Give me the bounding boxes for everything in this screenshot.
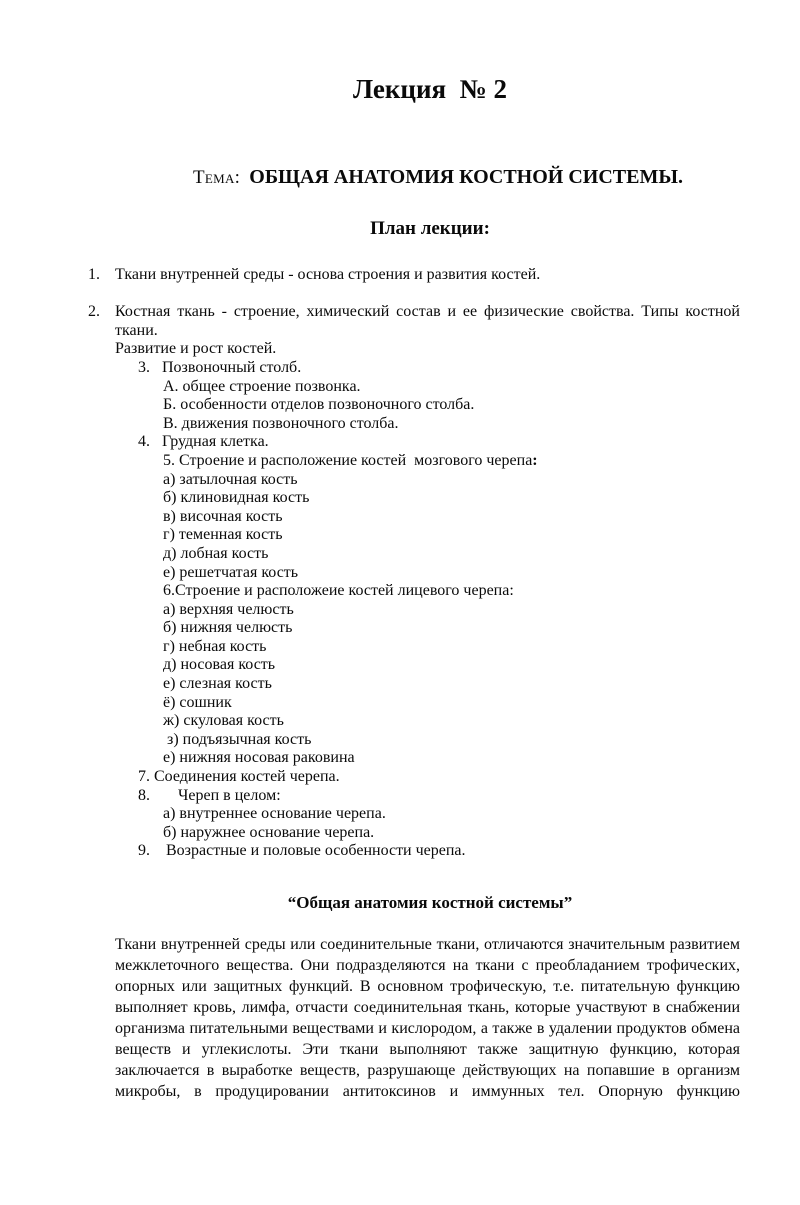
paragraph-line: выполняет кровь, лимфа, отчасти соединительная ткань, которые участвуют в снабжении [115, 999, 740, 1016]
plan-line [163, 545, 740, 564]
plan-line-text: г) теменная кость [163, 526, 283, 544]
paragraph-line: веществ и углекислоты. Эти ткани выполняют также защитную функцию, которая [115, 1041, 740, 1058]
plan-line [163, 582, 740, 601]
paragraph-line: организма питательными веществами и кислородом, а также в удалении продуктов обмена [115, 1020, 740, 1037]
plan-line [163, 601, 740, 620]
plan-line [163, 712, 740, 731]
plan-line-text: Костная ткань - строение, химический состав и ее физические свойства. Типы костной [115, 303, 740, 321]
plan-line-text: а) внутреннее основание черепа. [163, 805, 386, 823]
paragraph-line: опорных или защитных функций. В основном трофическую, т.е. питательную функцию [115, 978, 740, 995]
paragraph-line: микробы, в продуцировании антитоксинов и иммунных тел. Опорную функцию [115, 1083, 740, 1100]
paragraph-line: Ткани внутренней среды или соединительные ткани, отличаются значительным развитием [115, 936, 740, 953]
plan-line-text: е) решетчатая кость [163, 563, 299, 581]
page-title: Лекция № 2 [352, 74, 508, 104]
plan-line [163, 749, 740, 768]
plan-line [163, 471, 740, 490]
plan-line [163, 378, 740, 397]
plan-line-text: 3. Позвоночный столб. [138, 358, 302, 376]
plan-line-text: ж) скуловая кость [163, 712, 284, 730]
plan-line [163, 489, 740, 508]
plan-line-text: Развитие и рост костей. [115, 340, 277, 358]
plan-line [163, 508, 740, 527]
plan-line [163, 619, 740, 638]
plan-line-text: ткани. [115, 321, 158, 339]
plan-line [163, 415, 740, 434]
theme-title: ОБЩАЯ АНАТОМИЯ КОСТНОЙ СИСТЕМЫ. [249, 166, 683, 188]
plan-line [163, 805, 740, 824]
plan-line-text: 9. Возрастные и половые особенности черепа. [138, 842, 466, 860]
plan-line-marker: 1. [88, 266, 100, 283]
plan-line-text: В. движения позвоночного столба. [163, 414, 399, 432]
theme-label: Тема: [192, 167, 241, 188]
plan-line [138, 842, 740, 861]
plan-line-text: з) подъязычная кость [163, 730, 312, 748]
body-paragraph [115, 934, 740, 1102]
lecture-plan [0, 266, 740, 861]
plan-line [163, 452, 740, 471]
plan-line [163, 656, 740, 675]
plan-line-text: д) лобная кость [163, 544, 269, 562]
plan-line-text: Б. особенности отделов позвоночного столба. [163, 396, 475, 414]
plan-line [88, 266, 740, 285]
plan-line-text: Ткани внутренней среды - основа строения и развития костей. [115, 266, 541, 283]
plan-line [88, 303, 740, 322]
plan-line-bold-tail: : [532, 451, 538, 469]
plan-line-text: б) наружнее основание черепа. [163, 823, 375, 841]
plan-line [163, 396, 740, 415]
plan-line-text: а) верхняя челюсть [163, 600, 294, 618]
plan-line-text: 7. Соединения костей черепа. [138, 768, 340, 786]
plan-line-text: 6.Строение и расположеие костей лицевого черепа: [163, 582, 514, 600]
plan-line [138, 787, 740, 806]
plan-line [115, 340, 740, 359]
plan-line [138, 768, 740, 787]
plan-line-text: а) затылочная кость [163, 470, 298, 488]
plan-line-text: в) височная кость [163, 507, 283, 525]
plan-line [163, 824, 740, 843]
document-page [0, 74, 800, 1205]
plan-line-text: д) носовая кость [163, 656, 276, 674]
paragraph-line: межклеточного вещества. Они подразделяются на ткани с преобладанием трофических, [115, 957, 740, 974]
theme-line [115, 141, 745, 215]
plan-heading: План лекции: [370, 218, 490, 239]
plan-line-text: г) небная кость [163, 637, 267, 655]
section-heading: “Общая анатомия костной системы” [287, 893, 573, 912]
plan-line-text: б) нижняя челюсть [163, 619, 293, 637]
plan-line-text: е) нижняя носовая раковина [163, 749, 355, 767]
plan-line [163, 731, 740, 750]
plan-line-text: 8. Череп в целом: [138, 786, 281, 804]
plan-line [163, 526, 740, 545]
plan-line-text: 5. Строение и расположение костей мозгового черепа [163, 451, 533, 469]
plan-line-text: 4. Грудная клетка. [138, 433, 269, 451]
plan-line [163, 564, 740, 583]
plan-line [163, 638, 740, 657]
plan-line [138, 359, 740, 378]
paragraph-line: заключается в выработке веществ, разрушающе действующих на попавшие в организм [115, 1062, 740, 1079]
plan-line [163, 694, 740, 713]
plan-line [115, 322, 740, 341]
plan-line-marker: 2. [88, 303, 100, 321]
plan-line-text: б) клиновидная кость [163, 489, 310, 507]
plan-line [138, 433, 740, 452]
plan-line-text: ё) сошник [163, 693, 232, 711]
plan-line [163, 675, 740, 694]
plan-line-text: е) слезная кость [163, 675, 272, 693]
plan-line-text: А. общее строение позвонка. [163, 377, 361, 395]
